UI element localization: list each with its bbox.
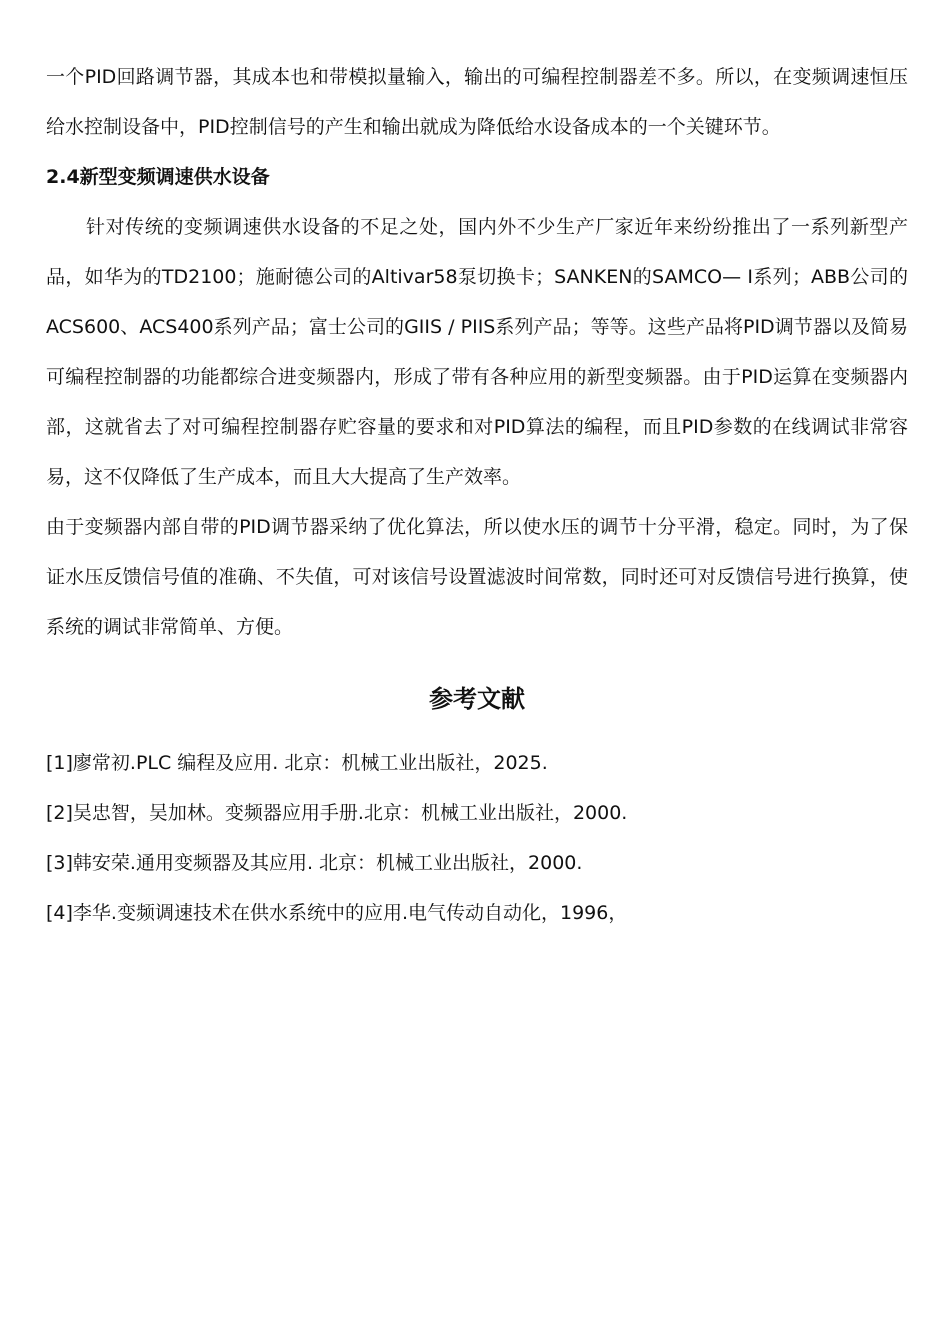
references-title: 参考文献 (429, 685, 525, 713)
intro-paragraph: 一个PID回路调节器，其成本也和带模拟量输入，输出的可编程控制器差不多。所以，在变频调速恒压给水控制设备中，PID控制信号的产生和输出就成为降低给水设备成本的一个关键环节。 (46, 66, 908, 138)
document-page (46, 52, 908, 938)
section-body-paragraph: 针对传统的变频调速供水设备的不足之处，国内外不少生产厂家近年来纷纷推出了一系列新型产品，如华为的TD2100；施耐德公司的Altivar58泵切换卡；SANKEN的SAMCO— I系列；ABB公司的ACS600、ACS400系列产品；富士公司的GIIS / PIIS系列产品；等等。这些产品将PID调节器以及简易可编程控制器的功能都综合进变频器内，形成了带有各种应用的新型变频器。由于PID运算在变频器内部，这就省去了对可编程控制器存贮容量的要求和对PID算法的编程，而且PID参数的在线调试非常容易，这不仅降低了生产成本，而且大大提高了生产效率。 (46, 216, 908, 488)
section-body-paragraph-2: 由于变频器内部自带的PID调节器采纳了优化算法，所以使水压的调节十分平滑，稳定。同时，为了保证水压反馈信号值的准确、不失值，可对该信号设置滤波时间常数，同时还可对反馈信号进行换算，使系统的调试非常简单、方便。 (46, 516, 908, 638)
reference-item-3: [3]韩安荣.通用变频器及其应用. 北京：机械工业出版社，2000. (46, 852, 583, 874)
reference-item-1: [1]廖常初.PLC 编程及应用. 北京：机械工业出版社，2025. (46, 752, 548, 774)
section-heading: 2.4新型变频调速供水设备 (46, 166, 270, 188)
reference-item-2: [2]吴忠智，吴加林。变频器应用手册.北京：机械工业出版社，2000. (46, 802, 628, 824)
reference-item-4: [4]李华.变频调速技术在供水系统中的应用.电气传动自动化，1996， (46, 902, 628, 924)
references-list (46, 738, 908, 938)
